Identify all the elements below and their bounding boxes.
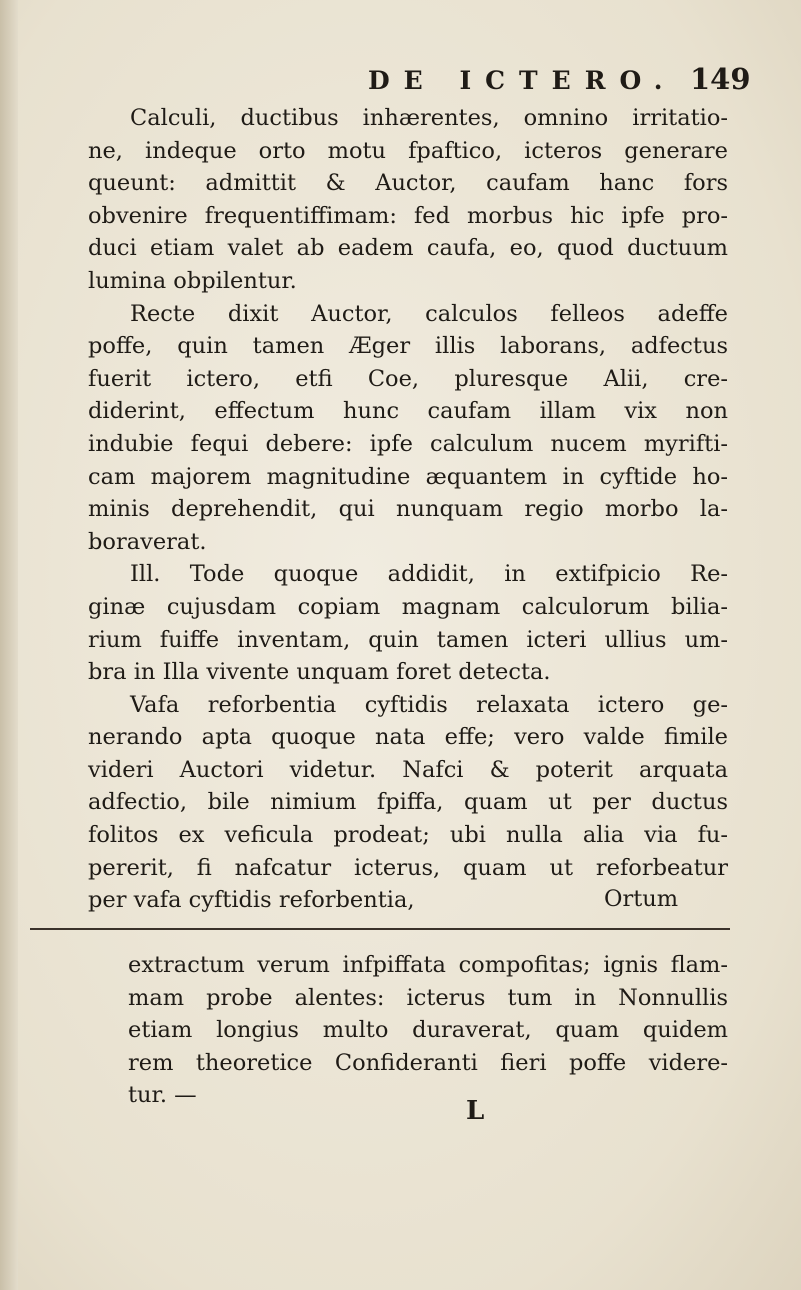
footnote-line: etiam longius multo duraverat, quam quidem	[128, 1017, 728, 1044]
text-line: Calculi, ductibus inhærentes, omnino irritatio-	[130, 105, 728, 131]
text-line: poffe, quin tamen Æger illis laborans, adfectus	[88, 333, 728, 360]
text-line: queunt: admittit & Auctor, caufam hanc fors	[88, 170, 728, 197]
signature-mark: L	[466, 1096, 485, 1126]
main-text-block	[88, 102, 728, 917]
text-line: Ill. Tode quoque addidit, in extifpicio Re-	[130, 561, 728, 588]
text-line: cam majorem magnitudine æquantem in cyftide ho-	[88, 463, 728, 490]
page-number: 149	[690, 62, 751, 96]
text-line: nerando apta quoque nata effe; vero valde fimile	[88, 724, 728, 751]
footnote-line: rem theoretice Confideranti fieri poffe videre-	[128, 1049, 728, 1076]
text-line: videri Auctori videtur. Nafci & poterit arquata	[88, 756, 728, 783]
text-line: Recte dixit Auctor, calculos felleos adeffe	[130, 300, 728, 327]
text-line: per vafa cyftidis reforbentia,	[88, 887, 415, 914]
text-line: Vafa reforbentia cyftidis relaxata ictero ge-	[130, 691, 728, 718]
footnote-line: mam probe alentes: icterus tum in Nonnullis	[128, 984, 728, 1011]
footnote-line: extractum verum infpiffata compofitas; ignis flam-	[128, 952, 728, 978]
text-line: lumina obpilentur.	[88, 267, 297, 294]
text-line: rium fuiffe inventam, quin tamen icteri ullius um-	[88, 626, 728, 653]
text-line: diderint, effectum hunc caufam illam vix non	[88, 398, 728, 425]
catchword: Ortum	[604, 886, 679, 912]
text-line: ginæ cujusdam copiam magnam calculorum bilia-	[88, 593, 728, 620]
text-line: ne, indeque orto motu fpaftico, icteros generare	[88, 137, 728, 164]
footnote-divider	[30, 928, 730, 930]
text-line: minis deprehendit, qui nunquam regio morbo la-	[88, 496, 728, 523]
text-line: obvenire frequentiffimam: fed morbus hic ipfe pro-	[88, 202, 728, 229]
text-line: bra in Illa vivente unquam foret detecta.	[88, 659, 551, 686]
text-line: duci etiam valet ab eadem caufa, eo, quod ductuum	[88, 235, 728, 262]
running-title: DE ICTERO.	[368, 66, 677, 95]
page-gutter-shadow	[0, 0, 18, 1290]
footnote-line: tur. —	[128, 1082, 197, 1109]
text-line: adfectio, bile nimium fpiffa, quam ut per ductus	[88, 789, 728, 816]
text-line: boraverat.	[88, 528, 207, 555]
footnote-text-block	[128, 949, 728, 1112]
text-line: folitos ex veficula prodeat; ubi nulla alia via fu-	[88, 822, 728, 849]
text-line: pererit, fi nafcatur icterus, quam ut reforbeatur	[88, 854, 728, 881]
text-line: indubie fequi debere: ipfe calculum nucem myrifti-	[88, 430, 728, 457]
text-line: fuerit ictero, etfi Coe, pluresque Alii, cre-	[88, 365, 728, 392]
